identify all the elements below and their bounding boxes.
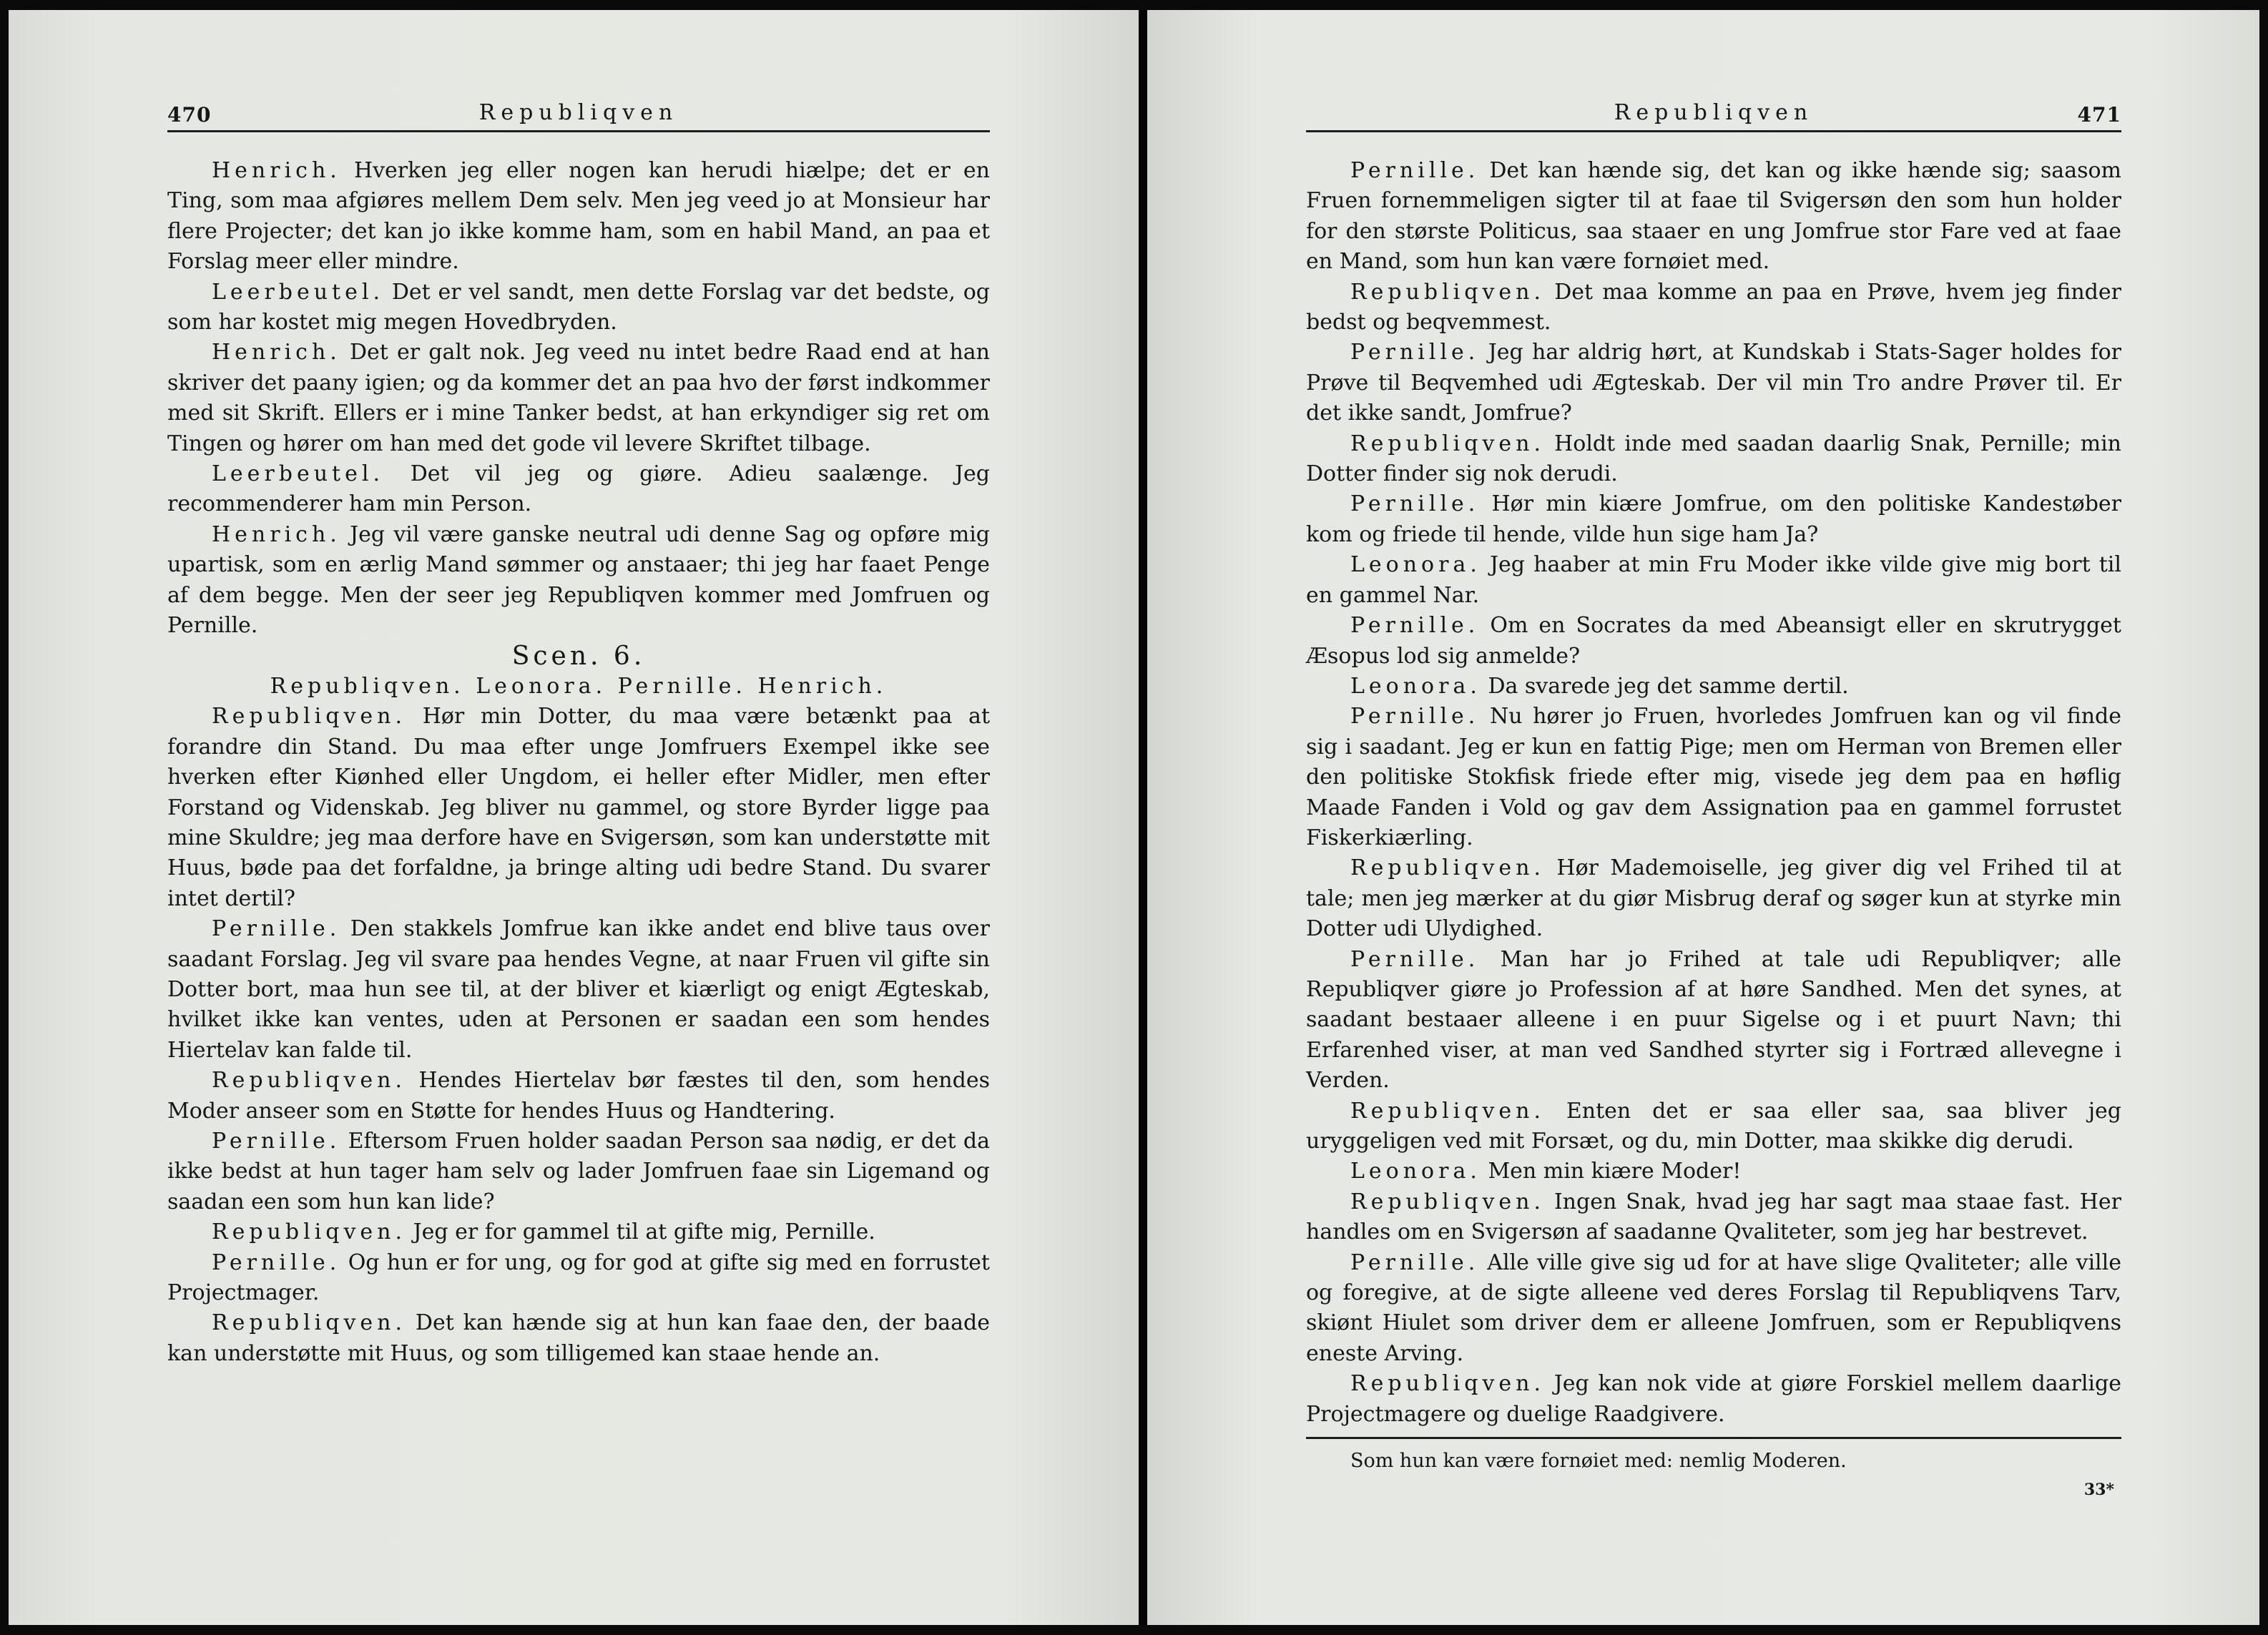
speech-text: Det kan hænde sig at hun kan faae den, der baade kan understøtte mit Huus, og som tilligemed kan staae hende an. (167, 1310, 990, 1366)
speech-text: Det er vel sandt, men dette Forslag var det bedste, og som har kostet mig megen Hovedbryden. (167, 279, 991, 335)
speaker-name: Leerbeutel. (212, 461, 384, 487)
speech-paragraph (167, 338, 990, 459)
speech-text: Hør Mademoiselle, jeg giver dig vel Frihed til at tale; men jeg mærker at du giør Misbrug deraf og søger kun at styrke min Dotter udi Ulydighed. (1306, 855, 2121, 942)
speech-text: Jeg haaber at min Fru Moder ikke vilde give mig bort til en gammel Nar. (1306, 552, 2121, 608)
speech-paragraph (1306, 611, 2121, 672)
speech-paragraph (1306, 853, 2121, 944)
speech-paragraph (1306, 1369, 2121, 1430)
speech-paragraph (1306, 338, 2121, 428)
speaker-name: Pernille. (212, 916, 341, 942)
right-page-body (1306, 156, 2121, 1505)
speech-paragraph (1306, 278, 2121, 338)
speaker-name: Leonora. (1350, 552, 1481, 578)
speaker-name: Pernille. (1350, 1249, 1480, 1275)
speech-paragraph (1306, 550, 2121, 611)
speech-text: Om en Socrates da med Abeansigt eller en skrutrygget Æsopus lod sig anmelde? (1306, 613, 2121, 669)
speech-paragraph (167, 459, 990, 520)
speech-text: Nu hører jo Fruen, hvorledes Jomfruen kan og vil finde sig i saadant. Jeg er kun en fattig Pige; men om Herman von Bremen eller den politiske Stokfisk friede efter mig, visede jeg dem paa en høflig Maade Fanden i Vold og gav dem Assignation paa en gammel forrustet Fiskerkiærling. (1306, 704, 2121, 850)
speaker-name: Henrich. (212, 521, 341, 547)
speech-text: Alle ville give sig ud for at have slige Qvaliteter; alle ville og foregive, at de sigte alleene ved deres Forslag til Republiqvens Tarv, skiønt Hiulet som driver dem er alleene Jomfruen, som er Republiqvens eneste Arving. (1306, 1249, 2121, 1366)
speech-paragraph (1306, 945, 2121, 1096)
speech-paragraph (1306, 1157, 2121, 1187)
right-page (1147, 10, 2259, 1625)
left-page (9, 10, 1139, 1625)
speech-text: Holdt inde med saadan daarlig Snak, Pernille; min Dotter finder sig nok derudi. (1306, 431, 2121, 487)
speech-paragraph (167, 1217, 990, 1247)
speaker-name: Pernille. (1350, 613, 1480, 639)
page-number-right: 471 (2077, 103, 2121, 127)
speaker-name: Republiqven. (1350, 431, 1546, 456)
speaker-name: Leerbeutel. (212, 279, 384, 305)
speech-paragraph (1306, 672, 2121, 702)
speaker-name: Leonora. (1350, 1159, 1481, 1184)
speech-text: Da svarede jeg det samme dertil. (1488, 673, 1849, 699)
speech-text: Og hun er for ung, og for god at gifte sig med en forrustet Projectmager. (167, 1249, 990, 1306)
speech-text: Man har jo Frihed at tale udi Republiqver; alle Republiqver giøre jo Profession af at høre Sandhed. Men det synes, at saadant bestaaer alleene i en puur Sigelse og i et puurt Navn; thi Erfarenhed viser, at man ved Sandhed styrter sig i Fortræd allevegne i Verden. (1306, 946, 2121, 1094)
signature-mark: 33* (2083, 1481, 2114, 1500)
speech-paragraph (167, 914, 990, 1066)
speaker-name: Republiqven. (212, 1068, 407, 1094)
footnote-divider (1306, 1437, 2121, 1439)
speaker-name: Republiqven. (212, 1310, 407, 1336)
speech-text: Ingen Snak, hvad jeg har sagt maa staae fast. Her handles om en Svigersøn af saadanne Qvaliteter, som jeg har bestrevet. (1306, 1189, 2121, 1245)
speaker-name: Pernille. (1350, 946, 1480, 972)
speech-text: Hør min kiære Jomfrue, om den politiske Kandestøber kom og friede til hende, vilde hun sige ham Ja? (1306, 491, 2121, 547)
running-title-left: Republiqven (478, 100, 679, 125)
speaker-name: Henrich. (212, 340, 341, 365)
speech-text: Hør min Dotter, du maa være betænkt paa at forandre din Stand. Du maa efter unge Jomfruers Exempel ikke see hverken efter Kiønhed eller Ungdom, ei heller efter Midler, men efter Forstand og Videnskab. Jeg bliver nu gammel, og store Byrder ligge paa mine Skuldre; jeg maa derfore have en Svigersøn, som kan understøtte mit Huus, bøde paa det forfaldne, ja bringe alting udi bedre Stand. Du svarer intet dertil? (167, 704, 990, 911)
speaker-name: Republiqven. (1350, 279, 1546, 305)
speech-paragraph (167, 1248, 990, 1309)
speech-paragraph (1306, 429, 2121, 490)
running-title-right: Republiqven (1614, 100, 1814, 125)
speech-text: Hverken jeg eller nogen kan herudi hiælpe; det er en Ting, som maa afgiøres mellem Dem selv. Men jeg veed jo at Monsieur har flere Projecter; det kan jo ikke komme ham, som en habil Mand, an paa et Forslag meer eller mindre. (167, 158, 990, 275)
left-page-body (167, 156, 990, 1369)
running-head-right (1306, 90, 2121, 132)
speech-paragraph (167, 1308, 990, 1369)
speech-paragraph (1306, 1187, 2121, 1248)
speech-text: Det maa komme an paa en Prøve, hvem jeg finder bedst og beqvemmest. (1306, 279, 2121, 335)
speaker-name: Leonora. (1350, 673, 1481, 699)
speech-paragraph (1306, 156, 2121, 278)
speaker-name: Republiqven. (212, 704, 407, 730)
speaker-name: Pernille. (1350, 340, 1480, 365)
speech-paragraph (167, 278, 990, 338)
speech-paragraph (167, 1066, 990, 1126)
speech-paragraph (1306, 489, 2121, 550)
speech-text: Det vil jeg og giøre. Adieu saalænge. Jeg recommenderer ham min Person. (167, 461, 990, 517)
speech-text: Enten det er saa eller saa, saa bliver jeg uryggeligen ved mit Forsæt, og du, min Dotter, maa skikke dig derudi. (1306, 1098, 2121, 1154)
speaker-name: Republiqven. (1350, 1098, 1546, 1124)
speech-text: Jeg har aldrig hørt, at Kundskab i Stats-Sager holdes for Prøve til Beqvemhed udi Ægteskab. Der vil min Tro andre Prøver til. Er det ikke sandt, Jomfrue? (1306, 340, 2121, 426)
speaker-name: Republiqven. (1350, 1189, 1546, 1214)
speaker-name: Henrich. (212, 158, 341, 183)
speech-text: Hendes Hiertelav bør fæstes til den, som hendes Moder anseer som en Støtte for hendes Huus og Handtering. (167, 1068, 990, 1124)
speech-paragraph (1306, 1096, 2121, 1157)
speaker-name: Pernille. (212, 1249, 341, 1275)
speaker-name: Republiqven. (1350, 855, 1546, 881)
speech-text: Det kan hænde sig, det kan og ikke hænde sig; saasom Fruen fornemmeligen sigter til at faae til Svigersøn den som hun holder for den største Politicus, saa staaer en ung Jomfrue stor Fare ved at faae en Mand, som hun kan være fornøiet med. (1306, 158, 2121, 275)
book-gutter (1139, 10, 1147, 1625)
running-head-left (167, 90, 990, 132)
speech-text: Den stakkels Jomfrue kan ikke andet end blive taus over saadant Forslag. Jeg vil svare paa hendes Vegne, at naar Fruen vil gifte sin Dotter bort, maa hun see til, at der bliver et kiærligt og enigt Ægteskab, hvilket ikke kan ventes, uden at Personen er saadan een som hendes Hiertelav kan falde til. (167, 916, 990, 1063)
page-number-left: 470 (167, 103, 212, 127)
speech-paragraph (167, 156, 990, 278)
speech-paragraph (167, 1126, 990, 1217)
speech-text: Jeg er for gammel til at gifte mig, Pernille. (413, 1219, 875, 1245)
speaker-name: Republiqven. (1350, 1371, 1546, 1397)
speaker-name: Republiqven. (212, 1219, 407, 1245)
speaker-name: Pernille. (1350, 491, 1480, 517)
speech-paragraph (1306, 702, 2121, 853)
scene-cast-list: Republiqven. Leonora. Pernille. Henrich. (270, 673, 888, 699)
speaker-name: Pernille. (212, 1129, 341, 1154)
speech-text: Eftersom Fruen holder saadan Person saa nødig, er det da ikke bedst at hun tager ham selv og lader Jomfruen faae sin Ligemand og saadan een som hun kan lide? (167, 1129, 990, 1214)
speech-text: Jeg vil være ganske neutral udi denne Sag og opføre mig upartisk, som en ærlig Mand sømmer og anstaaer; thi jeg har faaet Penge af dem begge. Men der seer jeg Republiqven kommer med Jomfruen og Pernille. (167, 521, 991, 639)
speech-paragraph (167, 702, 990, 914)
speech-text: Jeg kan nok vide at giøre Forskiel mellem daarlige Projectmagere og duelige Raadgivere. (1306, 1371, 2121, 1427)
footnote: Som hun kan være fornøiet med: nemlig Moderen. (1350, 1450, 1847, 1473)
speech-paragraph (1306, 1248, 2121, 1370)
speaker-name: Pernille. (1350, 704, 1480, 730)
speech-text: Det er galt nok. Jeg veed nu intet bedre Raad end at han skriver det paany igien; og da kommer det an paa hvo der først indkommer med sit Skrift. Ellers er i mine Tanker bedst, at han erkyndiger sig ret om Tingen og hører om han med det gode vil levere Skriftet tilbage. (167, 340, 990, 456)
speech-paragraph (167, 520, 990, 642)
scene-heading: Scen. 6. (511, 641, 646, 671)
speech-text: Men min kiære Moder! (1488, 1159, 1742, 1184)
speaker-name: Pernille. (1350, 158, 1480, 183)
